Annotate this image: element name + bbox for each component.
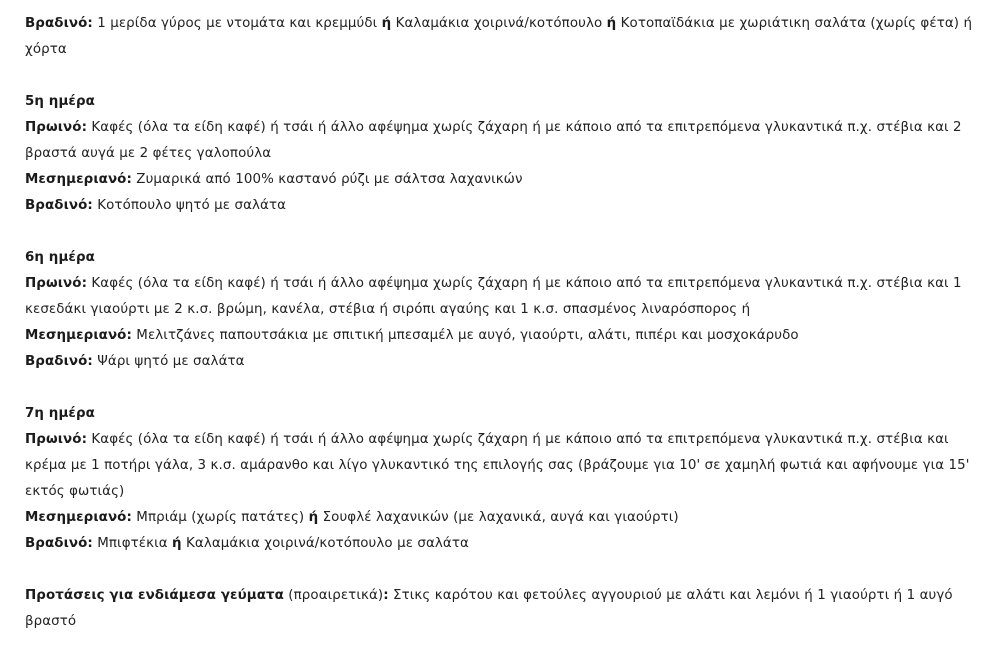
meal-text: Κοτοπαϊδάκια με χωριάτικη σαλάτα (χωρίς φέτα) ή χόρτα (25, 16, 973, 57)
meal-entry (25, 271, 974, 323)
meal-text-emphasis: ή (308, 510, 319, 525)
meal-label: Μεσημεριανό: (25, 328, 132, 343)
meal-entry (25, 323, 974, 349)
meal-entry (25, 505, 974, 531)
meal-label: Βραδινό: (25, 354, 93, 369)
meal-text: Ζυμαρικά από 100% καστανό ρύζι με σάλτσα λαχανικών (131, 172, 523, 187)
meal-text: Μπιφτέκια (92, 536, 173, 551)
day-heading (25, 245, 974, 271)
section-gap (25, 219, 974, 245)
section-gap (25, 63, 974, 89)
meal-text: 1 μερίδα γύρος με ντομάτα και κρεμμύδι (92, 16, 382, 31)
section-gap (25, 375, 974, 401)
day-heading-label: 6η ημέρα (25, 250, 95, 265)
meal-text: (προαιρετικά) (283, 588, 384, 603)
meal-entry (25, 167, 974, 193)
meal-text-emphasis: ή (381, 16, 392, 31)
meal-text-emphasis: ή (606, 16, 617, 31)
meal-text-emphasis: : (383, 588, 389, 603)
meal-text: Κοτόπουλο ψητό με σαλάτα (92, 198, 287, 213)
meal-text: Καφές (όλα τα είδη καφέ) ή τσάι ή άλλο αφέψημα χωρίς ζάχαρη ή με κάποιο από τα επιτρεπόμενα γλυκαντικά π.χ. στέβια και 2 βραστά αυγά με 2 φέτες γαλοπούλα (25, 120, 962, 161)
meal-label: Μεσημεριανό: (25, 510, 132, 525)
meal-label: Προτάσεις για ενδιάμεσα γεύματα (25, 588, 284, 603)
meal-entry (25, 583, 974, 635)
meal-label: Βραδινό: (25, 16, 93, 31)
meal-text: Καφές (όλα τα είδη καφέ) ή τσάι ή άλλο αφέψημα χωρίς ζάχαρη ή με κάποιο από τα επιτρεπόμενα γλυκαντικά π.χ. στέβια και κρέμα με 1 ποτήρι γάλα, 3 κ.σ. αμάρανθο και λίγο γλυκαντικό της επιλογής σας (βράζουμε για 10' σε χαμηλή φωτιά και αφήνουμε για 15' εκτός φωτιάς) (25, 432, 970, 499)
meal-entry (25, 531, 974, 557)
meal-text: Στικς καρότου και φετούλες αγγουριού με αλάτι και λεμόνι ή 1 γιαούρτι ή 1 αυγό βραστό (25, 588, 953, 629)
meal-entry (25, 427, 974, 505)
meal-label: Πρωινό: (25, 432, 88, 447)
section-gap (25, 557, 974, 583)
meal-label: Βραδινό: (25, 536, 93, 551)
meal-entry (25, 115, 974, 167)
day-heading-label: 7η ημέρα (25, 406, 95, 421)
meal-label: Πρωινό: (25, 276, 88, 291)
meal-entry (25, 11, 974, 63)
meal-text: Καφές (όλα τα είδη καφέ) ή τσάι ή άλλο αφέψημα χωρίς ζάχαρη ή με κάποιο από τα επιτρεπόμενα γλυκαντικά π.χ. στέβια και 1 κεσεδάκι γιαούρτι με 2 κ.σ. βρώμη, κανέλα, στέβια ή σιρόπι αγαύης και 1 κ.σ. σπασμένος λιναρόσπορος ή (25, 276, 962, 317)
meal-text: Μελιτζάνες παπουτσάκια με σπιτική μπεσαμέλ με αυγό, γιαούρτι, αλάτι, πιπέρι και μοσχοκάρυδο (131, 328, 799, 343)
meal-entry (25, 193, 974, 219)
meal-entry (25, 349, 974, 375)
meal-text: Ψάρι ψητό με σαλάτα (92, 354, 245, 369)
meal-text: Καλαμάκια χοιρινά/κοτόπουλο (391, 16, 607, 31)
meal-text: Καλαμάκια χοιρινά/κοτόπουλο με σαλάτα (181, 536, 469, 551)
meal-label: Μεσημεριανό: (25, 172, 132, 187)
meal-label: Πρωινό: (25, 120, 88, 135)
day-heading (25, 401, 974, 427)
day-heading (25, 89, 974, 115)
meal-text: Σουφλέ λαχανικών (με λαχανικά, αυγά και γιαούρτι) (318, 510, 679, 525)
meal-text-emphasis: ή (172, 536, 182, 551)
meal-label: Βραδινό: (25, 198, 93, 213)
day-heading-label: 5η ημέρα (25, 94, 95, 109)
meal-text: Μπριάμ (χωρίς πατάτες) (131, 510, 309, 525)
